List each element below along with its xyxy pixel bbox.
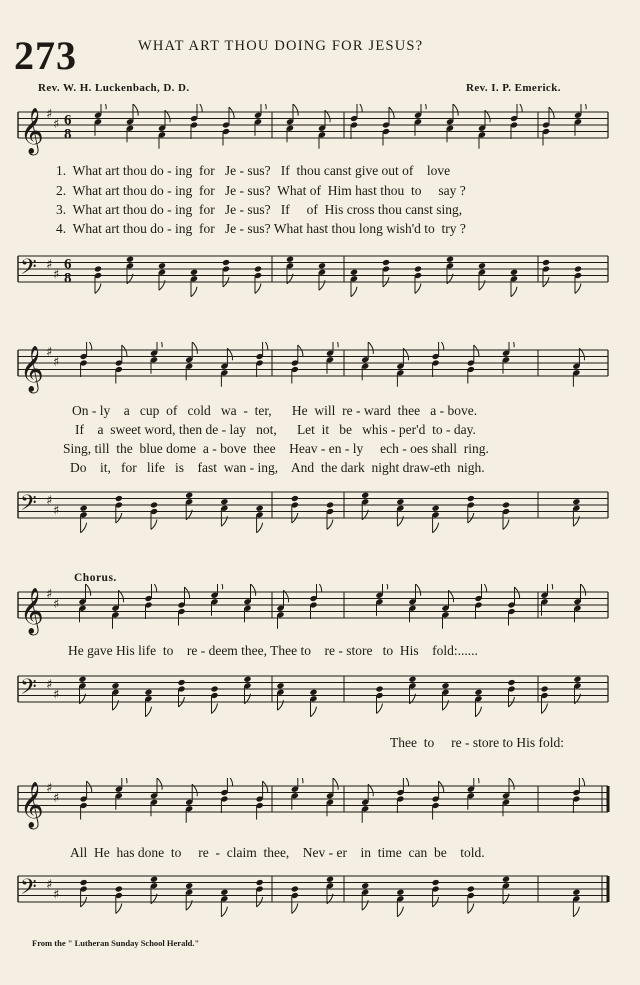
note-flag bbox=[192, 342, 197, 354]
note-flag bbox=[257, 523, 263, 533]
note-flag bbox=[548, 584, 553, 589]
notehead bbox=[414, 265, 422, 272]
note-flag bbox=[439, 342, 444, 351]
note-flag bbox=[87, 342, 92, 351]
treble-staff-system-4 bbox=[0, 778, 640, 838]
note-flag bbox=[212, 704, 218, 714]
notehead bbox=[502, 876, 510, 883]
notehead bbox=[144, 689, 152, 696]
notehead bbox=[94, 265, 102, 272]
sharp-icon: ♯ bbox=[53, 596, 60, 612]
notehead bbox=[467, 885, 475, 892]
verse-4-line-2: Do it, for life is fast wan - ing, And the dark night draw-eth nigh. bbox=[70, 460, 485, 475]
note-flag bbox=[255, 284, 261, 294]
treble-clef-icon: 𝄞 bbox=[20, 782, 44, 828]
sharp-icon: ♯ bbox=[46, 781, 53, 796]
note-flag bbox=[251, 584, 256, 596]
note-flag bbox=[357, 104, 362, 113]
note-flag bbox=[317, 584, 322, 593]
note-flag bbox=[229, 107, 234, 119]
notehead bbox=[78, 676, 86, 683]
note-flag bbox=[509, 342, 514, 347]
notehead bbox=[432, 879, 440, 886]
verse-3-line-1: 3. What art thou do - ing for Je - sus? If of His cross thou canst sing, bbox=[56, 202, 463, 217]
notehead bbox=[540, 685, 548, 692]
note-flag bbox=[327, 520, 333, 530]
notehead bbox=[572, 889, 580, 896]
treble-staff-system-1 bbox=[0, 104, 640, 164]
composer-credit: Rev. I. P. Emerick. bbox=[466, 82, 561, 94]
note-flag bbox=[474, 345, 479, 357]
note-flag bbox=[333, 778, 338, 790]
note-flag bbox=[549, 107, 554, 119]
note-flag bbox=[116, 904, 122, 914]
note-flag bbox=[263, 342, 268, 351]
note-flag bbox=[227, 778, 232, 787]
sharp-icon: ♯ bbox=[53, 503, 60, 519]
note-flag bbox=[151, 520, 157, 530]
sharp-icon: ♯ bbox=[53, 887, 60, 903]
bass-clef-icon: 𝄢 bbox=[20, 675, 37, 705]
note-flag bbox=[415, 284, 421, 294]
note-flag bbox=[453, 104, 458, 116]
note-flag bbox=[397, 907, 403, 917]
notehead bbox=[326, 501, 334, 508]
notehead bbox=[185, 882, 193, 889]
note-flag bbox=[95, 284, 101, 294]
treble-clef-icon: 𝄞 bbox=[20, 346, 44, 392]
chorus-lyric-line-1: He gave His life to re - deem thee, Thee to re - store to His fold:...... bbox=[68, 643, 478, 658]
notehead bbox=[574, 265, 582, 272]
sharp-icon: ♯ bbox=[46, 677, 53, 693]
verse-1-line-2: On - ly a cup of cold wa - ter, He will re - ward thee a - bove. bbox=[72, 403, 478, 418]
time-signature-denominator: 8 bbox=[64, 270, 72, 287]
note-flag bbox=[122, 778, 127, 783]
notehead bbox=[115, 885, 123, 892]
note-flag bbox=[581, 104, 586, 109]
sharp-icon: ♯ bbox=[46, 877, 53, 893]
bass-clef-icon: 𝄢 bbox=[20, 875, 37, 905]
notehead bbox=[286, 256, 294, 263]
sharp-icon: ♯ bbox=[53, 790, 60, 806]
note-flag bbox=[122, 345, 127, 357]
sharp-icon: ♯ bbox=[46, 345, 53, 360]
notehead bbox=[220, 498, 228, 505]
source-footnote: From the " Lutheran Sunday School Herald." bbox=[32, 938, 200, 948]
note-flag bbox=[421, 104, 426, 109]
note-flag bbox=[333, 342, 338, 347]
chorus-label: Chorus. bbox=[74, 572, 117, 584]
notehead bbox=[361, 492, 369, 499]
notehead bbox=[80, 879, 88, 886]
note-flag bbox=[509, 778, 514, 790]
sharp-icon: ♯ bbox=[46, 257, 53, 273]
lyricist-credit: Rev. W. H. Luckenbach, D. D. bbox=[38, 82, 190, 94]
notehead bbox=[126, 256, 134, 263]
sharp-icon: ♯ bbox=[53, 116, 60, 132]
note-flag bbox=[292, 904, 298, 914]
note-flag bbox=[515, 587, 520, 599]
notehead bbox=[396, 498, 404, 505]
note-flag bbox=[263, 781, 268, 793]
notehead bbox=[474, 689, 482, 696]
verse-2-line-2: If a sweet word, then de - lay not, Let it be whis - per'd to - day. bbox=[75, 422, 476, 437]
notehead bbox=[350, 269, 358, 276]
notehead bbox=[502, 501, 510, 508]
note-flag bbox=[221, 907, 227, 917]
note-flag bbox=[191, 287, 197, 297]
note-flag bbox=[383, 584, 388, 589]
note-flag bbox=[86, 584, 91, 596]
notehead bbox=[210, 685, 218, 692]
note-flag bbox=[197, 104, 202, 113]
bass-staff-system-2 bbox=[0, 484, 640, 544]
notehead bbox=[150, 501, 158, 508]
note-flag bbox=[101, 104, 106, 109]
sharp-icon: ♯ bbox=[53, 354, 60, 370]
note-flag bbox=[416, 584, 421, 596]
note-flag bbox=[573, 907, 579, 917]
note-flag bbox=[133, 104, 138, 116]
notehead bbox=[190, 269, 198, 276]
sharp-icon: ♯ bbox=[46, 493, 53, 509]
time-signature-numerator: 6 bbox=[64, 112, 72, 129]
notehead bbox=[507, 679, 515, 686]
note-flag bbox=[517, 104, 522, 113]
notehead bbox=[80, 505, 88, 512]
verse-2-line-1: 2. What art thou do - ing for Je - sus? What of Him hast thou to say ? bbox=[56, 183, 466, 198]
note-flag bbox=[579, 778, 584, 787]
treble-clef-icon: 𝄞 bbox=[20, 588, 44, 634]
notehead bbox=[254, 265, 262, 272]
sharp-icon: ♯ bbox=[53, 687, 60, 703]
time-signature-numerator: 6 bbox=[64, 256, 72, 273]
notehead bbox=[177, 679, 185, 686]
note-flag bbox=[468, 904, 474, 914]
bass-staff-system-1 bbox=[0, 248, 640, 308]
note-flag bbox=[218, 584, 223, 589]
note-flag bbox=[581, 584, 586, 596]
notehead bbox=[291, 495, 299, 502]
verse-4-line-1: 4. What art thou do - ing for Je - sus? What hast thou long wish'd to try ? bbox=[56, 221, 466, 236]
note-flag bbox=[293, 104, 298, 116]
note-flag bbox=[157, 342, 162, 347]
note-flag bbox=[152, 584, 157, 593]
bass-staff-system-3 bbox=[0, 668, 640, 728]
note-flag bbox=[368, 342, 373, 354]
notehead bbox=[467, 495, 475, 502]
chorus-lyric-line-2: All He has done to re - claim thee, Nev - er in time can be told. bbox=[70, 845, 485, 860]
notehead bbox=[375, 685, 383, 692]
bass-staff-system-4 bbox=[0, 868, 640, 928]
note-flag bbox=[298, 778, 303, 783]
notehead bbox=[158, 262, 166, 269]
notehead bbox=[185, 492, 193, 499]
note-flag bbox=[474, 778, 479, 783]
notehead bbox=[542, 259, 550, 266]
bass-clef-icon: 𝄢 bbox=[20, 491, 37, 521]
note-flag bbox=[87, 781, 92, 793]
treble-staff-system-3 bbox=[0, 584, 640, 644]
notehead bbox=[446, 256, 454, 263]
notehead bbox=[220, 889, 228, 896]
note-flag bbox=[433, 523, 439, 533]
notehead bbox=[361, 882, 369, 889]
note-flag bbox=[403, 778, 408, 787]
notehead bbox=[276, 682, 284, 689]
notehead bbox=[115, 495, 123, 502]
treble-clef-icon: 𝄞 bbox=[20, 108, 44, 154]
notehead bbox=[256, 879, 264, 886]
note-flag bbox=[542, 704, 548, 714]
chorus-bass-lyric: Thee to re - store to His fold: bbox=[390, 735, 564, 750]
verse-3-line-2: Sing, till the blue dome a - bove thee Heav - en - ly ech - oes shall ring. bbox=[63, 441, 489, 456]
notehead bbox=[111, 682, 119, 689]
notehead bbox=[222, 259, 230, 266]
hymn-title: WHAT ART THOU DOING FOR JESUS? bbox=[138, 38, 424, 54]
notehead bbox=[408, 676, 416, 683]
notehead bbox=[326, 876, 334, 883]
notehead bbox=[573, 676, 581, 683]
bass-clef-icon: 𝄢 bbox=[20, 255, 37, 285]
note-flag bbox=[482, 584, 487, 593]
notehead bbox=[572, 498, 580, 505]
notehead bbox=[318, 262, 326, 269]
note-flag bbox=[261, 104, 266, 109]
notehead bbox=[478, 262, 486, 269]
note-flag bbox=[377, 704, 383, 714]
notehead bbox=[243, 676, 251, 683]
notehead bbox=[309, 689, 317, 696]
notehead bbox=[432, 505, 440, 512]
note-flag bbox=[81, 523, 87, 533]
note-flag bbox=[298, 345, 303, 357]
notehead bbox=[382, 259, 390, 266]
note-flag bbox=[575, 284, 581, 294]
note-flag bbox=[157, 778, 162, 790]
sharp-icon: ♯ bbox=[53, 267, 60, 283]
note-flag bbox=[185, 587, 190, 599]
note-flag bbox=[439, 781, 444, 793]
notehead bbox=[396, 889, 404, 896]
notehead bbox=[441, 682, 449, 689]
note-flag bbox=[311, 707, 317, 717]
note-flag bbox=[476, 707, 482, 717]
sharp-icon: ♯ bbox=[46, 587, 53, 602]
note-flag bbox=[146, 707, 152, 717]
notehead bbox=[510, 269, 518, 276]
note-flag bbox=[351, 287, 357, 297]
time-signature-denominator: 8 bbox=[64, 126, 72, 143]
notehead bbox=[256, 505, 264, 512]
notehead bbox=[291, 885, 299, 892]
note-flag bbox=[389, 107, 394, 119]
notehead bbox=[150, 876, 158, 883]
sharp-icon: ♯ bbox=[46, 107, 53, 122]
hymn-number: 273 bbox=[14, 33, 77, 78]
treble-staff-system-2 bbox=[0, 342, 640, 402]
note-flag bbox=[503, 520, 509, 530]
verse-1-line-1: 1. What art thou do - ing for Je - sus? If thou canst give out of love bbox=[56, 163, 451, 178]
note-flag bbox=[511, 287, 517, 297]
